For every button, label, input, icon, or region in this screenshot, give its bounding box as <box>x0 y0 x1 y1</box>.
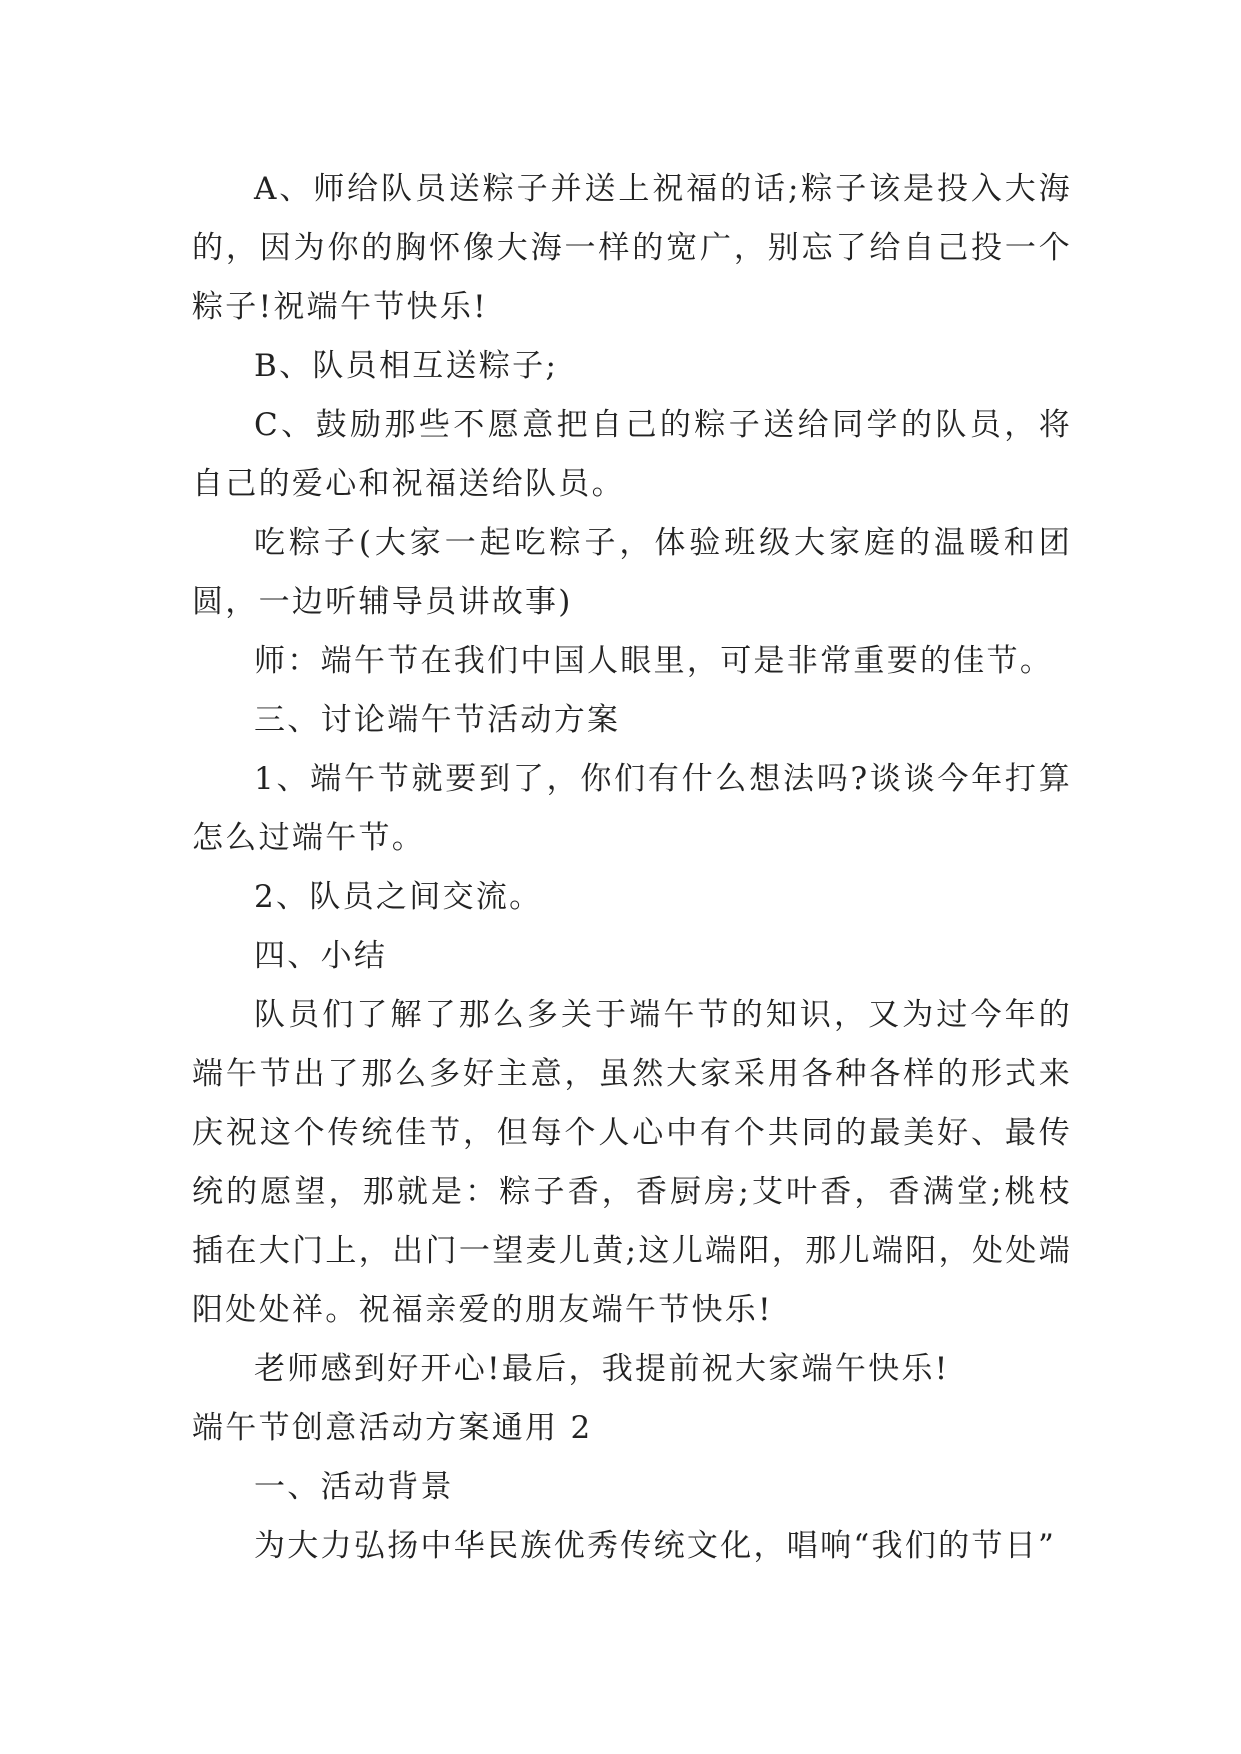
heading-summary: 四、小结 <box>254 938 388 974</box>
paragraph-b: B、队员相互送粽子; <box>254 348 559 384</box>
paragraph-item-2: 2、队员之间交流。 <box>254 879 543 915</box>
paragraph-closing: 老师感到好开心!最后，我提前祝大家端午快乐! <box>254 1351 950 1387</box>
paragraph-item-1: 1、端午节就要到了，你们有什么想法吗?谈谈今年打算怎么过端午节。 <box>192 761 1072 856</box>
heading-discussion: 三、讨论端午节活动方案 <box>254 702 621 738</box>
section-title: 端午节创意活动方案通用 2 <box>192 1410 593 1446</box>
paragraph-eat-zongzi: 吃粽子(大家一起吃粽子，体验班级大家庭的温暖和团圆，一边听辅导员讲故事) <box>192 525 1072 620</box>
paragraph-a: A、师给队员送粽子并送上祝福的话;粽子该是投入大海的，因为你的胸怀像大海一样的宽广，别忘了给自己投一个粽子!祝端午节快乐! <box>192 171 1072 325</box>
document-body <box>192 160 1072 1576</box>
paragraph-summary: 队员们了解了那么多关于端午节的知识，又为过今年的端午节出了那么多好主意，虽然大家采用各种各样的形式来庆祝这个传统佳节，但每个人心中有个共同的最美好、最传统的愿望，那就是：粽子香，香厨房;艾叶香，香满堂;桃枝插在大门上，出门一望麦儿黄;这儿端阳，那儿端阳，处处端阳处处祥。祝福亲爱的朋友端午节快乐! <box>192 997 1072 1328</box>
heading-background: 一、活动背景 <box>254 1469 454 1505</box>
paragraph-c: C、鼓励那些不愿意把自己的粽子送给同学的队员，将自己的爱心和祝福送给队员。 <box>192 407 1072 502</box>
paragraph-teacher-remark: 师：端午节在我们中国人眼里，可是非常重要的佳节。 <box>254 643 1054 679</box>
paragraph-background: 为大力弘扬中华民族优秀传统文化，唱响“我们的节日” <box>254 1528 1057 1564</box>
